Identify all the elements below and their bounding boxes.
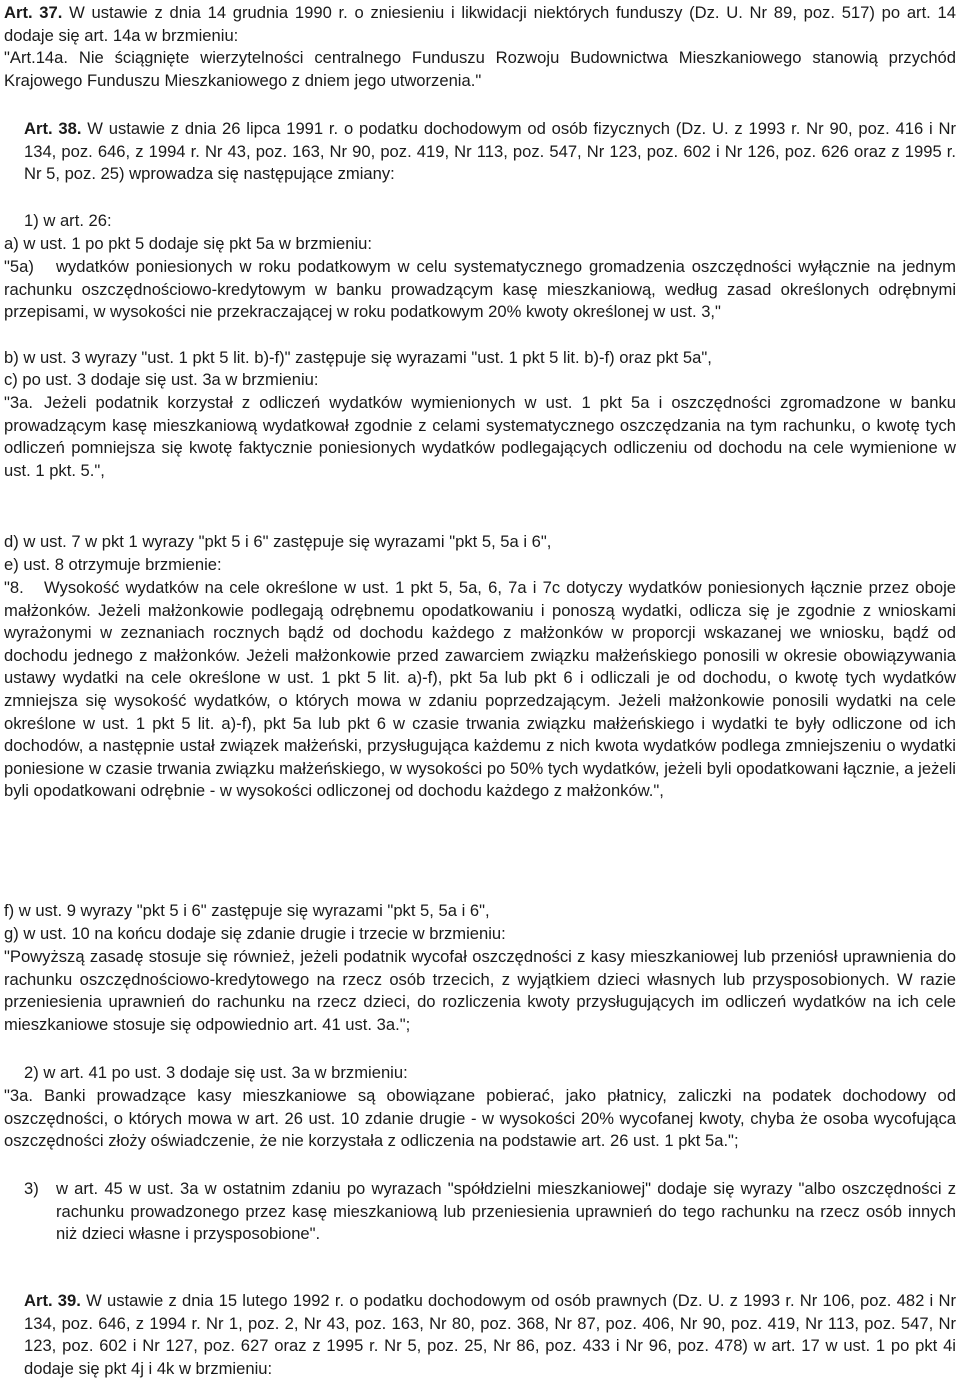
letter-b: b) w ust. 3 wyrazy "ust. 1 pkt 5 lit. b)-f)" zastępuje się wyrazami "ust. 1 pkt 5 lit. b)-f) oraz pkt 5a", <box>4 348 712 367</box>
letter-f: f) w ust. 9 wyrazy "pkt 5 i 6" zastępuje się wyrazami "pkt 5, 5a i 6", <box>4 901 490 920</box>
letter-a: a) w ust. 1 po pkt 5 dodaje się pkt 5a w brzmieniu: <box>4 234 373 253</box>
letter-e: e) ust. 8 otrzymuje brzmienie: <box>4 555 222 574</box>
art-39-number: Art. 39. <box>24 1291 81 1310</box>
point-3-label: 3) <box>24 1179 39 1198</box>
art-38-paragraph <box>24 118 956 186</box>
quote-3a <box>4 392 956 482</box>
art-37-text: W ustawie z dnia 14 grudnia 1990 r. o zniesieniu i likwidacji niektórych funduszy (Dz. U. Nr 89, poz. 517) po art. 14 dodaje się art. 14a w brzmieniu: <box>4 3 956 45</box>
quote-3a-text: Jeżeli podatnik korzystał z odliczeń wydatków wymienionych w ust. 1 pkt 5a i oszczędności zgromadzone w banku prowadzącym kasę mieszkaniową wydatkował zgodnie z celami systematycznego oszczędzania na tym rachunku, o kwotę tych odliczeń pomniejsza się kwotę faktycznie poniesionych wydatków podlegających odliczeniu od dochodu na cele wymienione w ust. 1 pkt. 5.", <box>4 393 956 480</box>
quote-3a-label: "3a. <box>4 393 33 412</box>
art-37-number: Art. 37. <box>4 3 63 22</box>
quote-g: "Powyższą zasadę stosuje się również, jeżeli podatnik wycofał oszczędności z kasy mieszkaniowej lub przeniósł uprawnienia do rachunku oszczędnościowo-kredytowego na rzecz osób trzecich, z wyjątkiem dzieci własnych lub przysposobionych. W razie przeniesienia uprawnień do rachunku na rzecz dzieci, do rozliczenia kwoty przysługujących im odliczeń wydatków na ich cele mieszkaniowe stosuje się odpowiednio art. 41 ust. 3a."; <box>4 947 956 1034</box>
art-39-text: W ustawie z dnia 15 lutego 1992 r. o podatku dochodowym od osób prawnych (Dz. U. z 1993 r. Nr 106, poz. 482 i Nr 134, poz. 646, z 1994 r. Nr 1, poz. 2, Nr 43, poz. 163, Nr 80, poz. 368, Nr 87, poz. 406, Nr 90, poz. 419, Nr 113, poz. 547, Nr 123, poz. 602 i Nr 127, poz. 627 oraz z 1995 r. Nr 5, poz. 25, Nr 86, poz. 433 i Nr 96, poz. 478) w art. 17 w ust. 1 po pkt 4i dodaje się pkt 4j i 4k w brzmieniu: <box>24 1291 956 1378</box>
point-3-text: w art. 45 w ust. 3a w ostatnim zdaniu po wyrazach "spółdzielni mieszkaniowej" dodaje się wyrazy "albo oszczędności z rachunku prowadzonego przez kasę mieszkaniową lub przeniesienia uprawnień do tego rachunku na rzecz osób innych niż dzieci własne i przysposobione". <box>56 1179 956 1244</box>
letter-d: d) w ust. 7 w pkt 1 wyrazy "pkt 5 i 6" zastępuje się wyrazami "pkt 5, 5a i 6", <box>4 532 552 551</box>
art-39-paragraph <box>24 1290 956 1380</box>
art-14a-paragraph <box>4 47 956 92</box>
quote-41-3a <box>4 1085 956 1153</box>
point-3 <box>24 1178 956 1246</box>
quote-5a-text: wydatków poniesionych w roku podatkowym w celu systematycznego gromadzenia oszczędności wyłącznie na jednym rachunku oszczędnościowo-kredytowym w banku prowadzącym kasę mieszkaniową, według zasad określonych odrębnymi przepisami, w wysokości nie przekraczającej w roku podatkowym 20% kwoty określonej w ust. 3," <box>4 257 956 322</box>
art-37-paragraph <box>4 2 956 47</box>
quote-5a-label: "5a) <box>4 257 34 276</box>
art-38-number: Art. 38. <box>24 119 82 138</box>
quote-5a <box>4 256 956 324</box>
art-38-text: W ustawie z dnia 26 lipca 1991 r. o podatku dochodowym od osób fizycznych (Dz. U. z 1993 r. Nr 90, poz. 416 i Nr 134, poz. 646, z 1994 r. Nr 43, poz. 163, Nr 90, poz. 419, Nr 113, poz. 547, Nr 123, poz. 602 i Nr 126, poz. 626 oraz z 1995 r. Nr 5, poz. 25) wprowadza się następujące zmiany: <box>24 119 956 184</box>
point-2: 2) w art. 41 po ust. 3 dodaje się ust. 3a w brzmieniu: <box>24 1063 408 1082</box>
quote-41-3a-text: Banki prowadzące kasy mieszkaniowe są obowiązane pobierać, jako płatnicy, zaliczki na podatek dochodowy od oszczędności, o których mowa w art. 26 ust. 10 zdanie drugie - w wysokości 20% wycofanej kwoty, chyba że osoba wycofująca oszczędności złoży oświadczenie, że nie korzystała z odliczenia na podstawie art. 26 ust. 1 pkt 5a."; <box>4 1086 956 1151</box>
quote-41-3a-label: "3a. <box>4 1086 33 1105</box>
letter-g: g) w ust. 10 na końcu dodaje się zdanie drugie i trzecie w brzmieniu: <box>4 924 506 943</box>
art-14a-text: Nie ściągnięte wierzytelności centralnego Funduszu Rozwoju Budownictwa Mieszkaniowego stanowią przychód Krajowego Funduszu Mieszkaniowego z dniem jego utworzenia." <box>4 48 956 90</box>
art-14a-label: "Art.14a. <box>4 48 69 67</box>
quote-8 <box>4 577 956 803</box>
quote-8-text: Wysokość wydatków na cele określone w ust. 1 pkt 5, 5a, 6, 7a i 7c dotyczy wydatków poniesionych łącznie przez oboje małżonków. Jeżeli małżonkowie podlegają odrębnemu opodatkowaniu i ponoszą wydatki, odlicza się je zgodnie z wnioskami wyrażonymi w zeznaniach rocznych bądź od dochodu każdego z małżonków w proporcji wskazanej we wniosku, bądź od dochodu jednego z małżonków. Jeżeli małżonkowie przed zawarciem związku małżeńskiego ponosili w okresie obowiązywania ustawy wydatki na cele określone w ust. 1 pkt 5 lit. a)-f), pkt 5a lub pkt 6 i odliczali je od dochodu, o kwotę tych wydatków zmniejsza się wysokość wydatków, o których mowa w zdaniu poprzedzającym. Jeżeli małżonkowie ponosili wydatki na cele określone w ust. 1 pkt 5 lit. a)-f), pkt 5a lub pkt 6 w czasie trwania związku małżeńskiego i wydatki te były odliczone od ich dochodów, a następnie ustał związek małżeński, przysługująca każdemu z nich kwota wydatków podlega zmniejszeniu o wydatki poniesione w czasie trwania związku małżeńskiego, w wysokości po 50% tych wydatków, jeżeli byli opodatkowani łącznie, a jeżeli byli opodatkowani odrębnie - w wysokości odliczonej od dochodu każdego z małżonków.", <box>4 578 956 801</box>
point-1: 1) w art. 26: <box>24 211 112 230</box>
quote-8-label: "8. <box>4 578 24 597</box>
letter-c: c) po ust. 3 dodaje się ust. 3a w brzmieniu: <box>4 370 319 389</box>
